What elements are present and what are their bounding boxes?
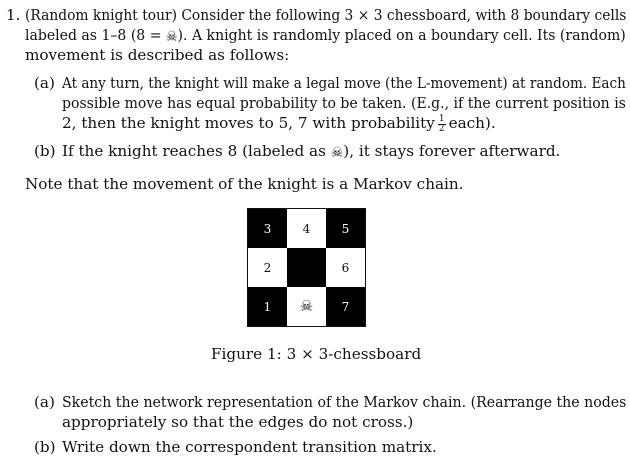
rule-a-label: (a)	[34, 74, 55, 92]
board-cell: 2	[248, 248, 287, 287]
question-b-line: Write down the correspondent transition matrix.	[62, 438, 437, 456]
rule-a-line-3: 2, then the knight moves to 5, 7 with probability $\frac{1}{2}$ each).	[62, 113, 496, 134]
rule-a-line-1: At any turn, the knight will make a legal move (the L-movement) at random. Each	[62, 74, 626, 92]
skull-icon: ☠	[165, 29, 178, 45]
question-a-label: (a)	[34, 393, 55, 411]
intro-line-1: (Random knight tour) Consider the following 3 × 3 chessboard, with 8 boundary cells	[25, 6, 627, 24]
board-cell: 1	[248, 287, 287, 326]
rule-b-line: If the knight reaches 8 (labeled as ☠), it stays forever afterward.	[62, 142, 561, 161]
intro-line-2: labeled as 1–8 (8 = ☠). A knight is randomly placed on a boundary cell. Its (random)	[25, 26, 626, 45]
board-cell-skull	[287, 287, 326, 326]
question-a-line-1: Sketch the network representation of the Markov chain. (Rearrange the nodes	[62, 393, 627, 411]
board-cell: 6	[326, 248, 365, 287]
rule-b-label: (b)	[34, 142, 56, 160]
chessboard-figure	[247, 208, 366, 327]
board-cell: 3	[248, 209, 287, 248]
board-cell: 4	[287, 209, 326, 248]
figure-caption: Figure 1: 3 × 3-chessboard	[211, 345, 422, 363]
question-a-line-2: appropriately so that the edges do not cross.)	[62, 413, 414, 431]
intro-line-3: movement is described as follows:	[25, 46, 290, 64]
question-b-label: (b)	[34, 438, 56, 456]
one-half-fraction: $\frac{1}{2}$	[438, 113, 445, 134]
problem-number: 1.	[6, 6, 21, 24]
rule-a-line-2: possible move has equal probability to be taken. (E.g., if the current position is	[62, 94, 626, 112]
skull-icon: ☠	[330, 145, 344, 161]
board-cell: 5	[326, 209, 365, 248]
board-cell	[287, 248, 326, 287]
board-cell: 7	[326, 287, 365, 326]
markov-note: Note that the movement of the knight is a Markov chain.	[25, 175, 464, 193]
skull-icon: ☠	[299, 297, 314, 315]
